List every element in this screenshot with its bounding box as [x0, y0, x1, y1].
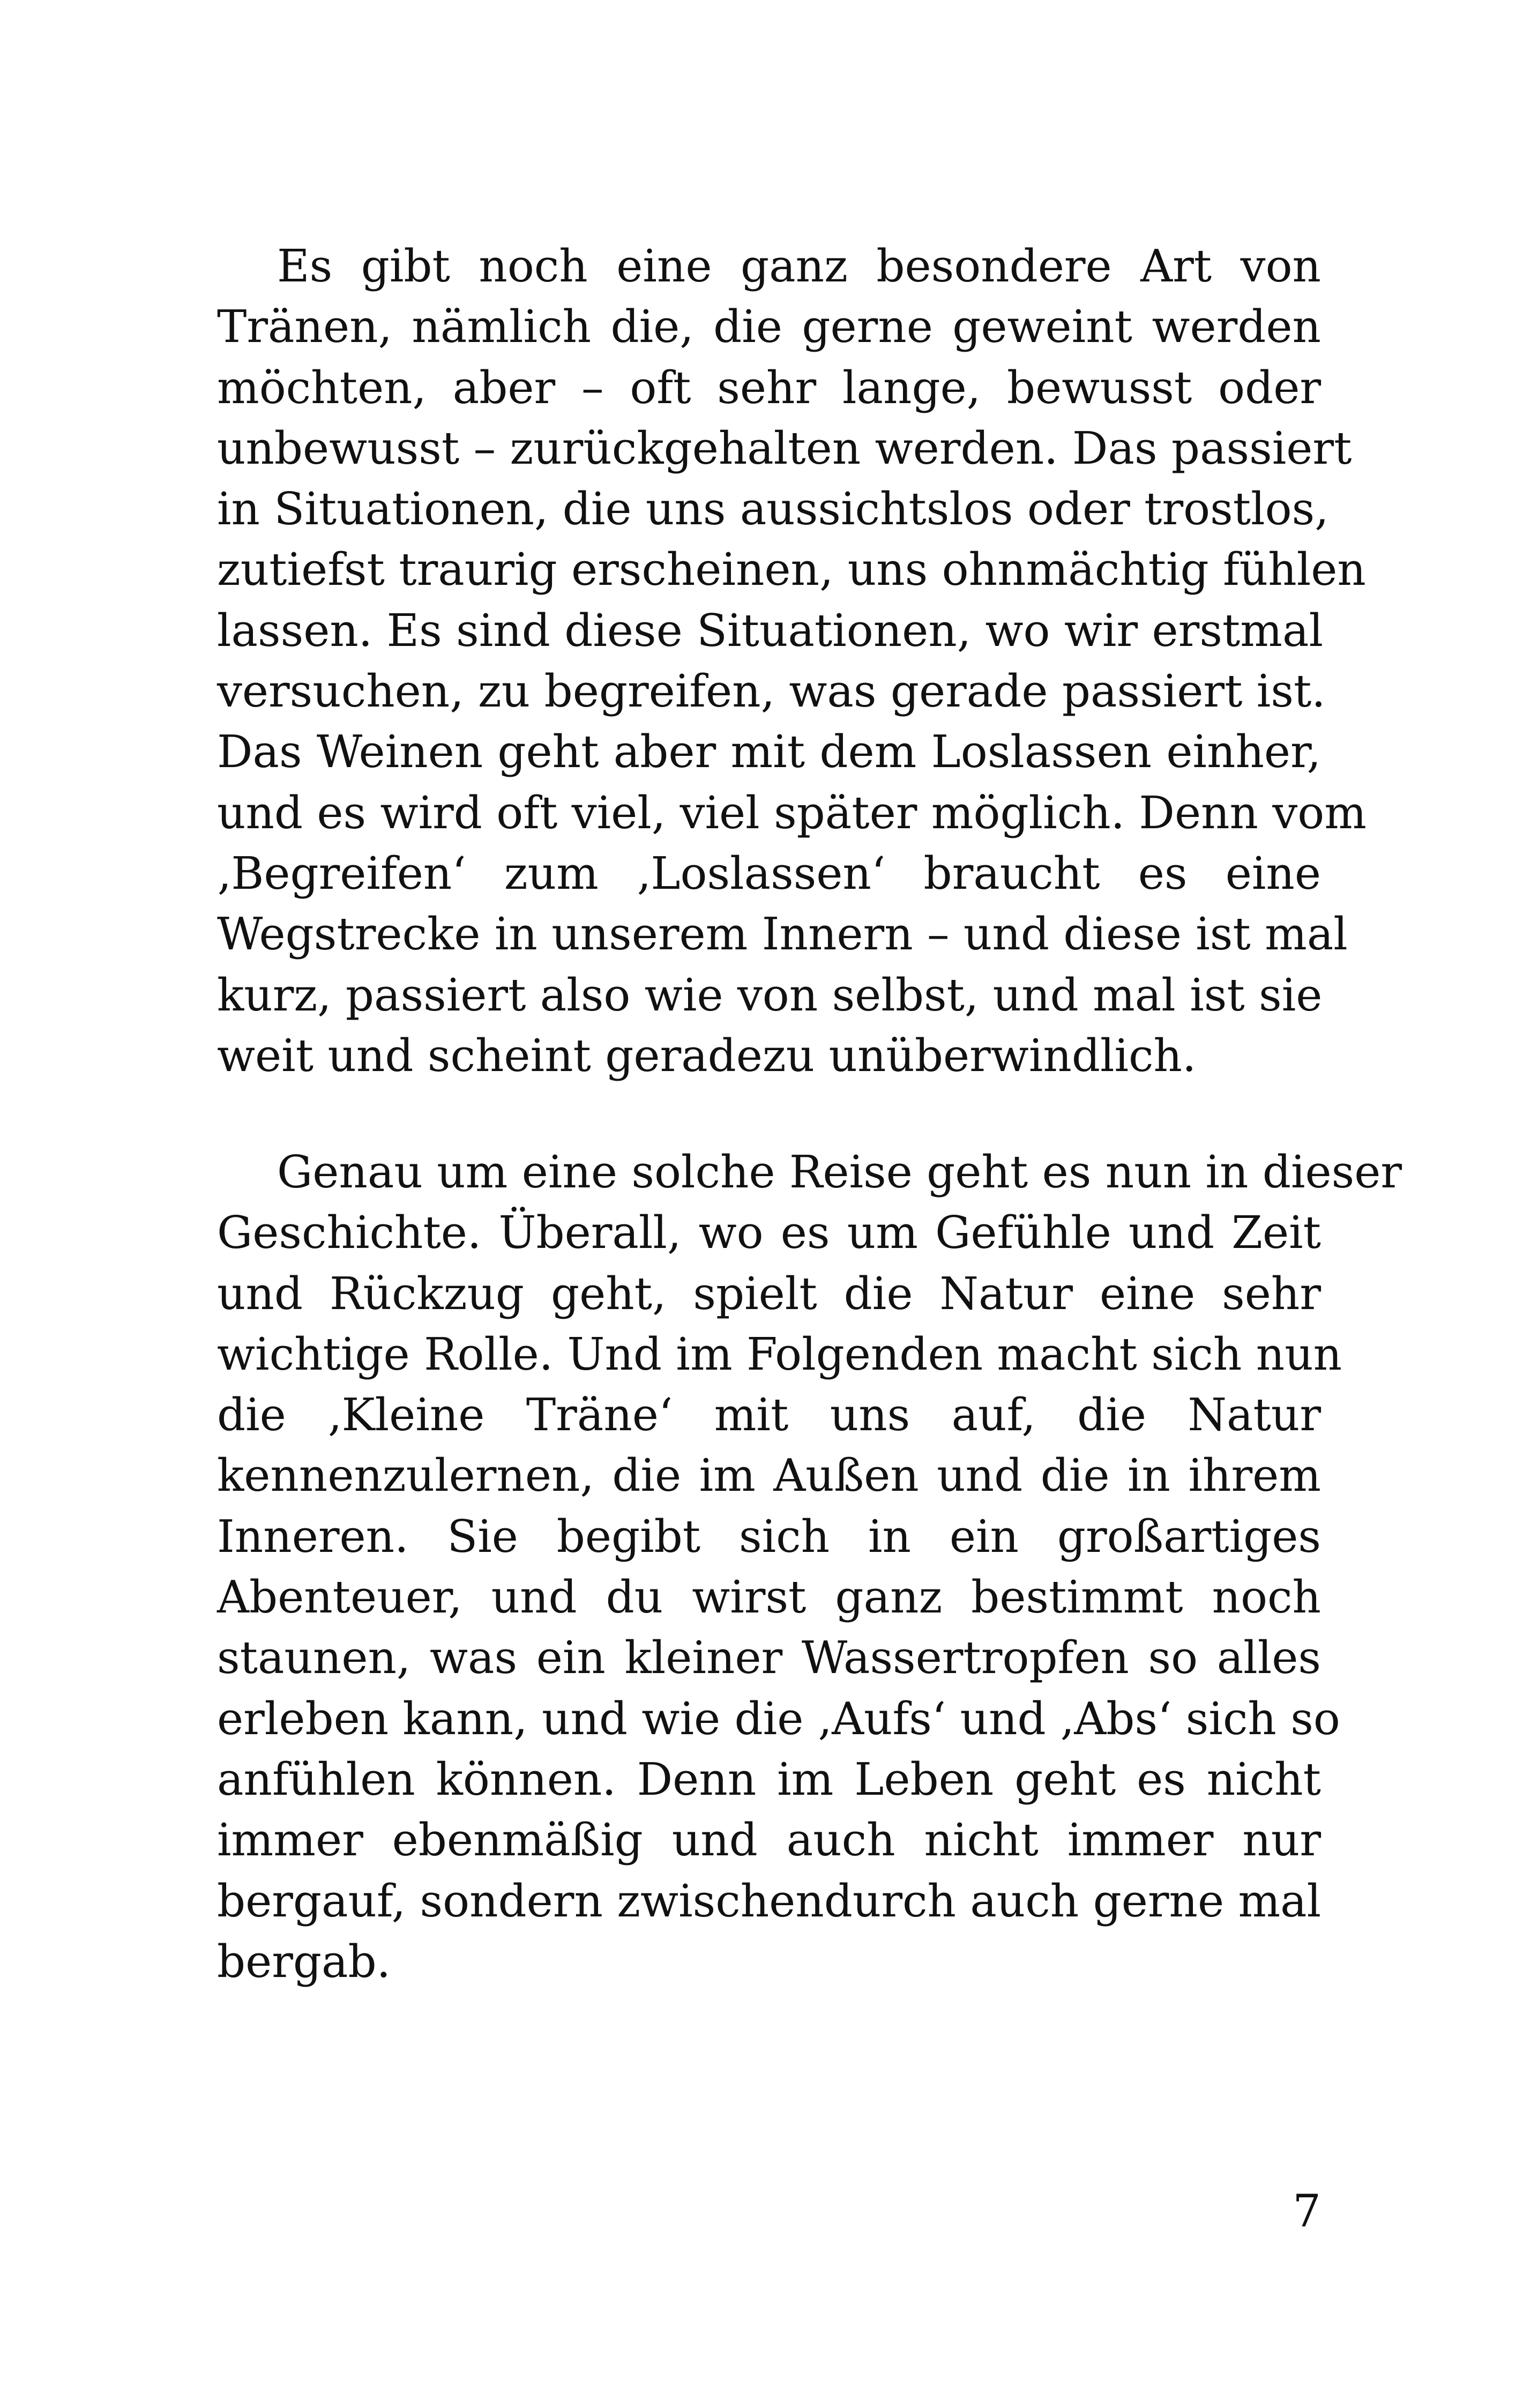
paragraph-line: bergab.	[217, 1935, 391, 1988]
paragraph-line: kennenzulernen, die im Außen und die in ihrem	[217, 1450, 1321, 1502]
paragraph-line: weit und scheint geradezu unüberwindlich.	[217, 1029, 1197, 1082]
paragraph-line: lassen. Es sind diese Situationen, wo wir erstmal	[217, 604, 1324, 657]
paragraph-line: zutiefst traurig erscheinen, uns ohnmächtig fühlen	[217, 544, 1366, 596]
paragraph-line: anfühlen können. Denn im Leben geht es nicht	[217, 1753, 1321, 1805]
paragraph-line: möchten, aber – oft sehr lange, bewusst oder	[217, 361, 1321, 414]
paragraph-line: ‚Begreifen‘ zum ‚Loslassen‘ braucht es eine	[217, 847, 1321, 900]
paragraph-line: kurz, passiert also wie von selbst, und mal ist sie	[217, 969, 1323, 1021]
paragraph-line: Inneren. Sie begibt sich in ein großartiges	[217, 1510, 1321, 1563]
page-number: 7	[1293, 2185, 1321, 2237]
paragraph-line: in Situationen, die uns aussichtslos oder trostlos,	[217, 483, 1329, 536]
paragraph-line: Geschichte. Überall, wo es um Gefühle und Zeit	[217, 1207, 1321, 1259]
paragraph-line: Wegstrecke in unserem Innern – und diese ist mal	[217, 908, 1348, 961]
paragraph-line: unbewusst – zurückgehalten werden. Das passiert	[217, 422, 1352, 474]
paragraph-line: Es gibt noch eine ganz besondere Art von	[277, 240, 1321, 292]
paragraph-line: erleben kann, und wie die ‚Aufs‘ und ‚Abs‘ sich so	[217, 1692, 1340, 1745]
paragraph-line: und Rückzug geht, spielt die Natur eine sehr	[217, 1267, 1321, 1320]
paragraph-line: bergauf, sondern zwischendurch auch gerne mal	[217, 1875, 1322, 1927]
paragraph-line: Abenteuer, und du wirst ganz bestimmt noch	[217, 1571, 1321, 1624]
paragraph-line: Tränen, nämlich die, die gerne geweint werden	[217, 301, 1321, 353]
paragraph-line: versuchen, zu begreifen, was gerade passiert ist.	[217, 665, 1326, 718]
paragraph-line: die ‚Kleine Träne‘ mit uns auf, die Natur	[217, 1389, 1321, 1441]
paragraph-2	[217, 1142, 1402, 1992]
paragraph-line: immer ebenmäßig und auch nicht immer nur	[217, 1814, 1321, 1867]
paragraph-line: Genau um eine solche Reise geht es nun in dieser	[277, 1146, 1402, 1198]
paragraph-line: staunen, was ein kleiner Wassertropfen so alles	[217, 1632, 1321, 1684]
paragraph-1	[217, 236, 1367, 1086]
paragraph-line: und es wird oft viel, viel später möglich. Denn vom	[217, 786, 1367, 839]
paragraph-line: wichtige Rolle. Und im Folgenden macht sich nun	[217, 1328, 1342, 1380]
paragraph-line: Das Weinen geht aber mit dem Loslassen einher,	[217, 726, 1321, 778]
